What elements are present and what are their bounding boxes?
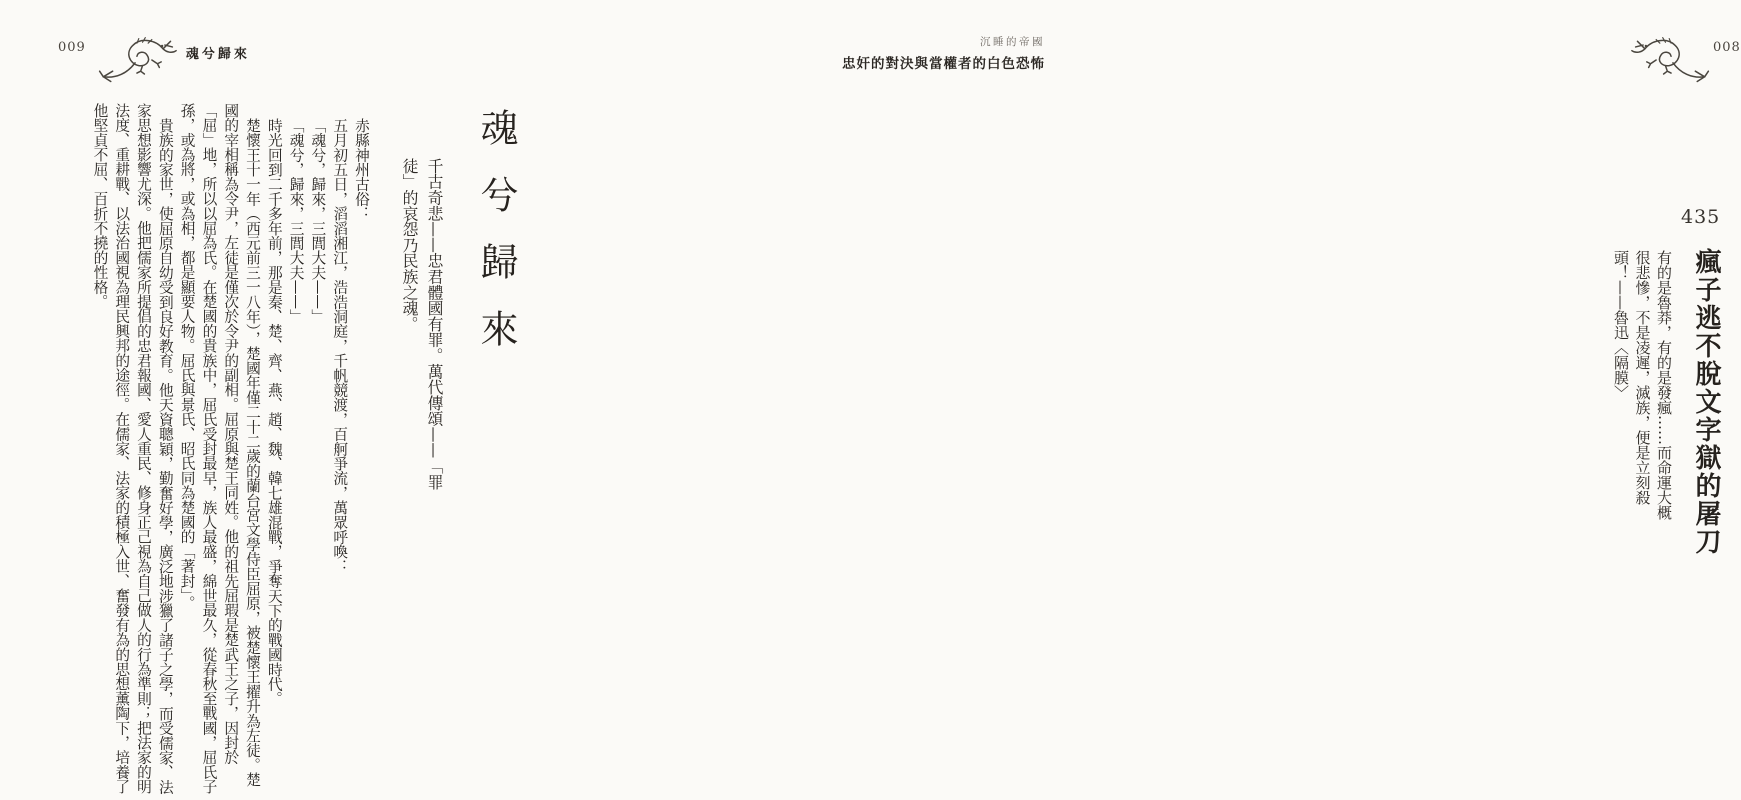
left-page-header: [58, 40, 250, 92]
right-page-number: 008: [1713, 40, 1741, 55]
dragon-ornament-icon: [1628, 32, 1716, 92]
body-paragraph: 赤縣神州古俗：: [353, 117, 370, 221]
dragon-ornament-icon: [92, 32, 180, 92]
body-paragraph: 貴族的家世，使屈原自幼受到良好教育。他天資聰穎，勤奮好學，廣泛地涉獵了諸子之學，而受儒家、法家思想影響尤深。他把儒家所提倡的忠君報國、愛人重民、修身正己視為自己做人的行為準則；把法家的明法度、重耕戰、以法治國視為理民興邦的途徑。在儒家、法家的積極入世、奮發有為的思想薰陶下，培養了他堅貞不屈、百折不撓的性格。: [91, 103, 174, 794]
body-paragraph: 「魂兮，歸來，三閭大夫——」: [309, 117, 327, 324]
right-page-header: [842, 34, 1045, 72]
body-text: [80, 103, 372, 795]
body-paragraph: 楚懷王十一年（西元前三一八年），楚國年僅二十二歲的蘭台宮文學侍臣屈原，被楚懷王擢升為左徒。楚國的宰相稱為令尹，左徒是僅次於令尹的副相。屈原與楚王同姓。他的祖先屈瑕是楚武王之子，因封於「屈」地，所以以屈為氏。在楚國的貴族中，屈氏受封最早，族人最盛，綿世最久，從春秋至戰國，屈氏子孫，或為將，或為相，都是顯要人物。屈氏與景氏、昭氏同為楚國的「著封」。: [178, 103, 262, 794]
quote-line: 有的是魯莽，有的是發瘋……而命運大概: [1655, 250, 1673, 520]
body-paragraph: 五月初五日，滔滔湘江，浩浩洞庭，千帆競渡，百舸爭流，萬眾呼喚：: [331, 117, 349, 574]
right-page: [591, 0, 1741, 800]
chapter-epigraph: 千古奇悲——忠君體國有罪。萬代傳頌——「罪徒」的哀怨乃民族之魂。: [400, 158, 444, 490]
chapter-number: 435: [1681, 206, 1721, 228]
chapter-title: 魂兮歸來: [474, 108, 518, 376]
body-paragraph: 「魂兮，歸來，三閭大夫——」: [287, 117, 305, 324]
left-running-head: 魂兮歸來: [185, 47, 250, 62]
body-paragraph: 時光回到二千多年前，那是秦、楚、齊、燕、趙、魏、韓七雄混戰，爭奪天下的戰國時代。: [265, 117, 283, 706]
quote-line: 頭！——魯迅〈隔膜〉: [1612, 250, 1630, 400]
quote-line: 很悲慘，不是凌遲，滅族，便是立刻殺: [1633, 250, 1652, 505]
book-title: 沉睡的帝國: [980, 36, 1045, 48]
right-running-head: 忠奸的對決與當權者的白色恐怖: [842, 56, 1045, 72]
chapter-epigraph: [1604, 250, 1674, 532]
left-page-number: 009: [58, 40, 86, 55]
left-page: [0, 0, 591, 800]
chapter-title: 瘋子逃不脫文字獄的屠刀: [1691, 248, 1721, 556]
